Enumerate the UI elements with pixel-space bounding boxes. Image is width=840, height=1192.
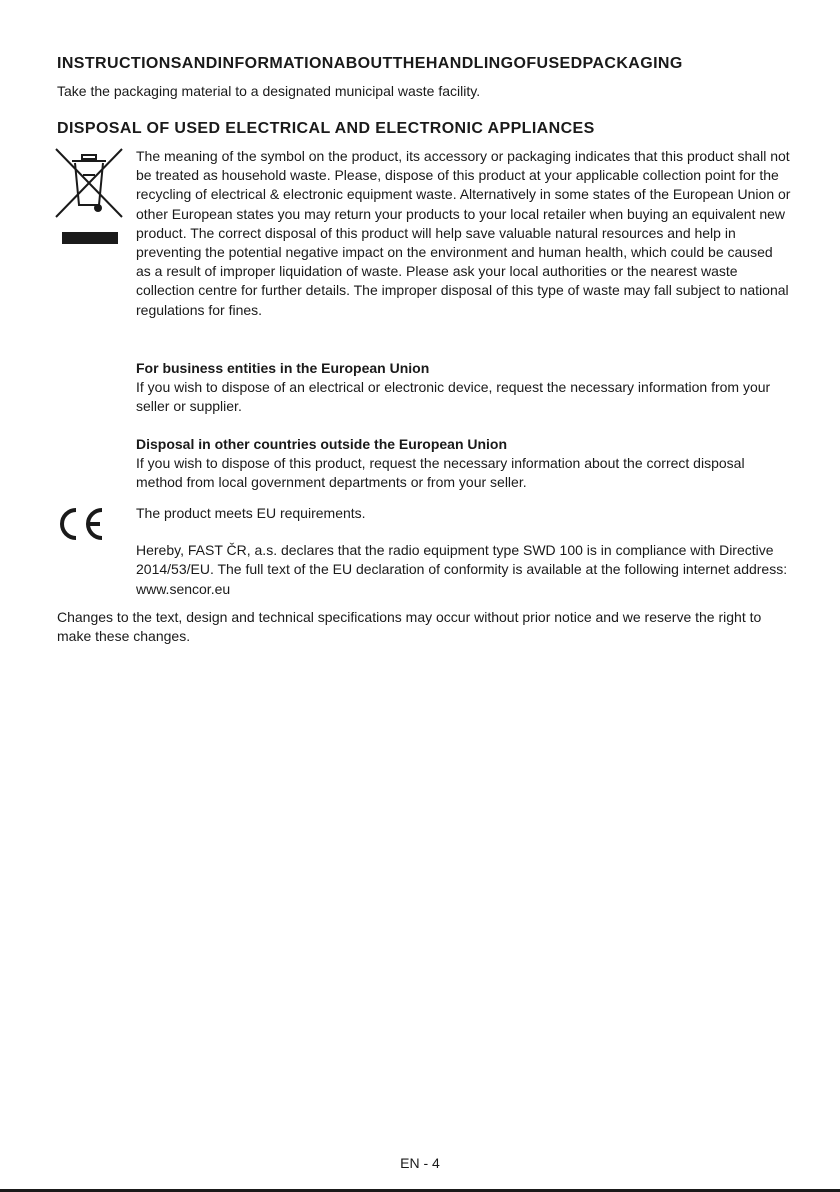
packaging-text: Take the packaging material to a designated municipal waste facility.: [57, 83, 481, 99]
other-countries-section: [136, 435, 791, 493]
page-number: EN - 4: [400, 1155, 440, 1171]
packaging-heading: INSTRUCTIONSANDINFORMATIONABOUTTHEHANDLINGOFUSEDPACKAGING: [57, 55, 683, 72]
disposal-heading: DISPOSAL OF USED ELECTRICAL AND ELECTRONIC APPLIANCES: [57, 120, 595, 137]
ce-declaration: Hereby, FAST ČR, a.s. declares that the radio equipment type SWD 100 is in compliance with Directive 2014/53/EU. The full text of the EU declaration of conformity is available at the following internet address: www.sencor.eu: [136, 542, 788, 597]
weee-bar: [62, 232, 118, 244]
other-countries-heading: Disposal in other countries outside the European Union: [136, 436, 508, 452]
ce-section: [136, 504, 791, 599]
business-text: If you wish to dispose of an electrical or electronic device, request the necessary information from your seller or supplier.: [136, 379, 771, 415]
disposal-body: [136, 147, 791, 320]
ce-requirements: The product meets EU requirements.: [136, 505, 366, 521]
ce-mark-icon: [55, 506, 107, 542]
business-section: [136, 359, 791, 417]
disposal-paragraph: The meaning of the symbol on the product, its accessory or packaging indicates that this product shall not be treated as household waste. Please, dispose of this product at your applicable collection point for the recycling of electrical & electronic equipment waste. Alternatively in some states of the European Union or other European states you may return your products to your local retailer when buying an equivalent new product. The correct disposal of this product will help save valuable natural resources and help in preventing the potential negative impact on the environment and human health, which could be caused as a result of improper liquidation of waste. Please ask your local authorities or the nearest waste collection centre for further details. The improper disposal of this type of waste may fall subject to national regulations for fines.: [136, 148, 791, 318]
changes-notice: Changes to the text, design and technical specifications may occur without prior notice and we reserve the right to make these changes.: [57, 609, 762, 645]
crossed-out-wheelie-bin-icon: [54, 147, 124, 219]
other-countries-text: If you wish to dispose of this product, request the necessary information about the correct disposal method from local government departments or from your seller.: [136, 455, 745, 491]
business-heading: For business entities in the European Union: [136, 360, 430, 376]
